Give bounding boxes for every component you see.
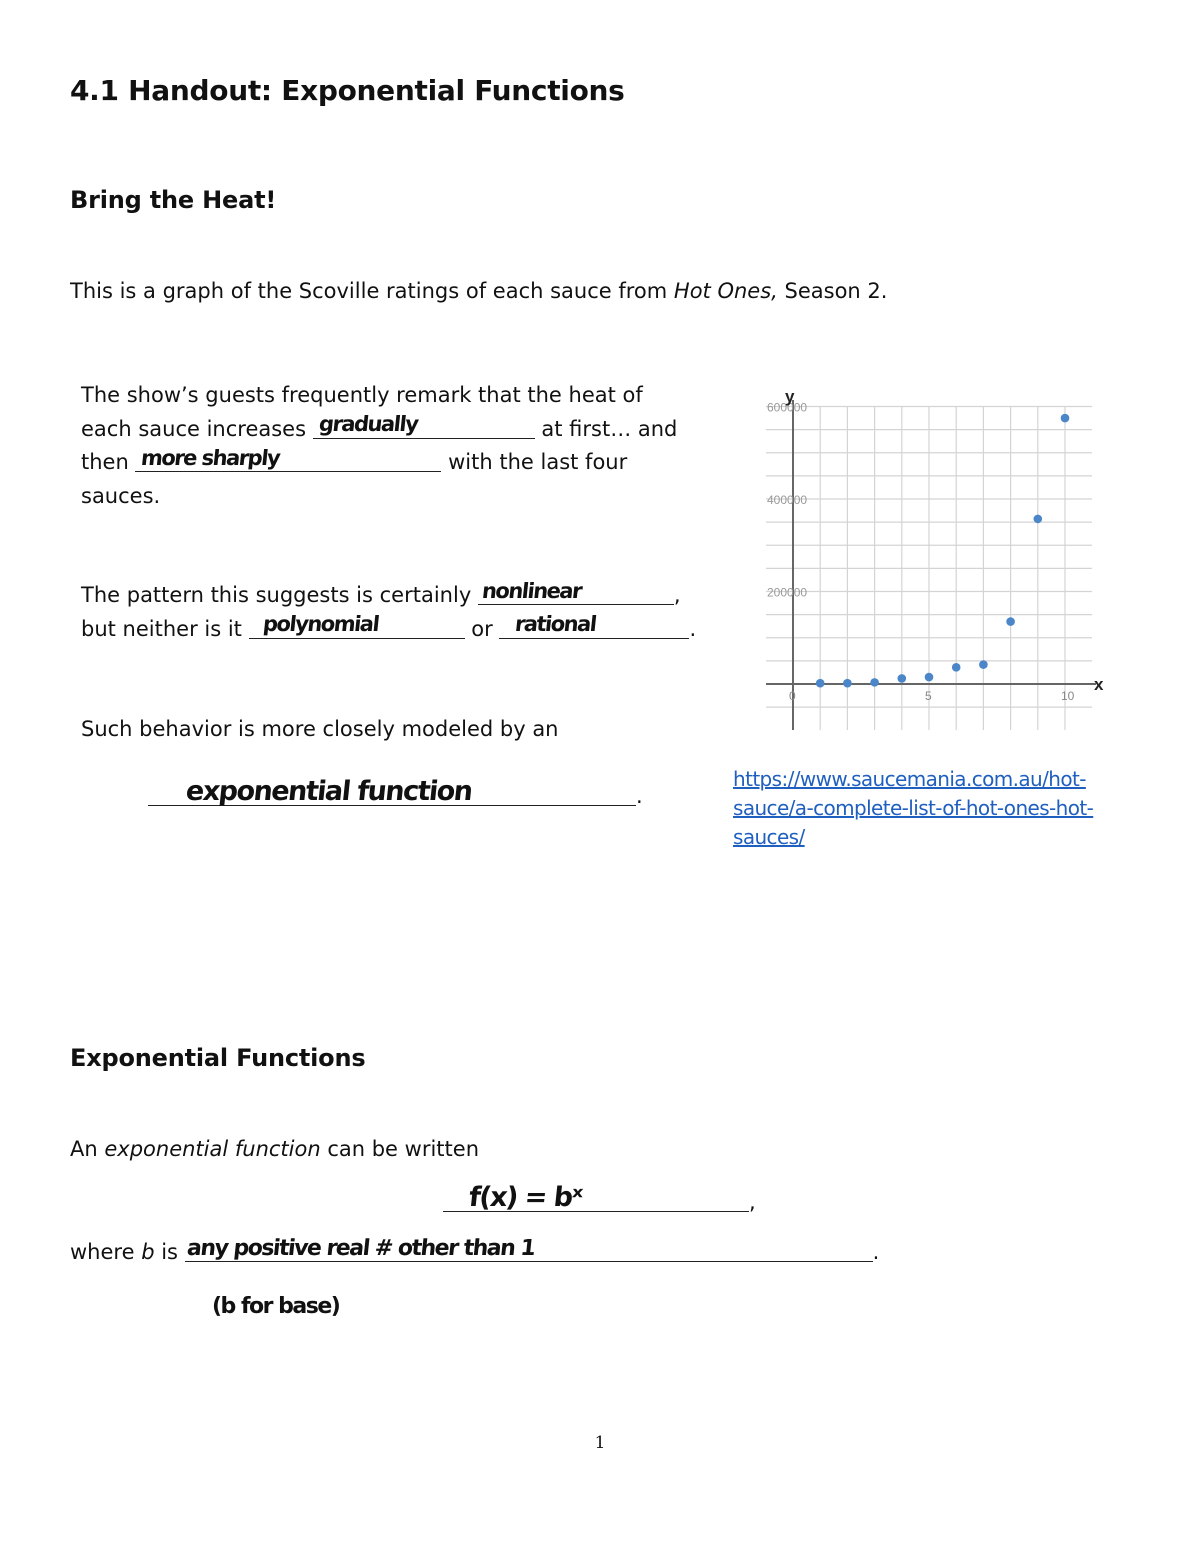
page-number: 1 — [594, 1433, 606, 1453]
handwritten-where-b: any positive real # other than 1 — [185, 1235, 536, 1261]
blank-nonlinear[interactable] — [478, 580, 674, 605]
pattern-line-2-end: . — [689, 616, 697, 641]
heat-line-3 — [81, 446, 721, 480]
blank-polynomial[interactable] — [249, 614, 465, 639]
handwritten-gradually: gradually — [317, 412, 419, 436]
source-link-line-2[interactable]: sauce/a-complete-list-of-hot-ones-hot- — [733, 796, 1094, 820]
data-point — [952, 663, 961, 672]
definition-intro — [70, 1133, 479, 1167]
formula-end: , — [749, 1190, 756, 1214]
y-tick-label: 600000 — [767, 400, 808, 415]
source-link-line-1[interactable]: https://www.saucemania.com.au/hot- — [733, 767, 1086, 791]
model-answer-line — [148, 775, 643, 814]
data-point — [925, 673, 934, 682]
where-is: is — [154, 1240, 185, 1264]
show-name: Hot Ones, — [673, 279, 778, 303]
blank-more-sharply[interactable] — [135, 447, 441, 472]
heat-line-3-end: with the last four — [441, 450, 628, 474]
pattern-line-2-text: but neither is it — [81, 616, 249, 641]
source-link[interactable] — [733, 765, 1173, 852]
data-point — [979, 660, 988, 669]
data-point — [816, 679, 825, 688]
definition-intro-text: An — [70, 1137, 105, 1161]
blank-formula[interactable] — [443, 1181, 749, 1212]
data-point — [898, 674, 907, 683]
handwritten-nonlinear: nonlinear — [480, 578, 583, 603]
handwritten-exponential-function: exponential function — [184, 775, 474, 807]
data-point — [1006, 617, 1015, 626]
x-axis-label: x — [1094, 675, 1104, 694]
scoville-scatter-chart — [760, 388, 1110, 740]
model-answer-end: . — [636, 784, 643, 808]
data-point — [843, 679, 852, 688]
term-exponential-function: exponential function — [104, 1137, 321, 1161]
variable-b: b — [141, 1240, 155, 1264]
intro-sentence — [70, 275, 887, 309]
blank-gradually[interactable] — [313, 414, 535, 439]
y-tick-label: 200000 — [767, 585, 808, 600]
y-axis-label: y — [785, 388, 795, 406]
pattern-line-1-text: The pattern this suggests is certainly — [81, 583, 478, 607]
chart-tick-labels — [767, 401, 1075, 704]
handwritten-note — [212, 1294, 339, 1319]
intro-text: This is a graph of the Scoville ratings of each sauce from — [70, 279, 674, 303]
where-text: where — [70, 1240, 142, 1264]
source-link-line-3[interactable]: sauces/ — [733, 825, 805, 849]
handwritten-note-text: (b for base) — [212, 1294, 340, 1319]
where-line — [70, 1236, 879, 1270]
handwritten-rational: rational — [514, 612, 598, 636]
pattern-line-1 — [81, 579, 741, 613]
x-tick-label: 0 — [789, 689, 796, 703]
x-tick-label: 5 — [925, 689, 932, 703]
definition-intro-end: can be written — [320, 1137, 479, 1161]
handwritten-polynomial: polynomial — [261, 612, 380, 636]
handwritten-formula: f(x) = bˣ — [467, 1181, 583, 1213]
heat-paragraph — [81, 379, 721, 513]
data-point — [870, 678, 879, 687]
pattern-line-2-or: or — [464, 616, 500, 641]
x-tick-label: 10 — [1061, 689, 1075, 703]
heat-line-2-text: each sauce increases — [81, 416, 313, 441]
heat-line-1: The show’s guests frequently remark that the heat of — [81, 383, 643, 407]
blank-where-b[interactable] — [185, 1237, 873, 1262]
heat-line-3-text: then — [81, 450, 136, 474]
data-point — [1034, 515, 1043, 524]
y-tick-label: 400000 — [767, 493, 808, 507]
section-heading-bring-the-heat: Bring the Heat! — [70, 186, 277, 214]
page-title: 4.1 Handout: Exponential Functions — [70, 74, 625, 107]
chart-grid — [766, 406, 1092, 730]
heat-line-4: sauces. — [81, 483, 161, 508]
intro-season: Season 2. — [777, 279, 888, 303]
blank-rational[interactable] — [499, 614, 689, 639]
where-end: . — [872, 1240, 880, 1264]
formula-line — [443, 1181, 756, 1220]
blank-exponential-function[interactable] — [148, 775, 636, 806]
section-heading-exponential-functions: Exponential Functions — [70, 1044, 366, 1072]
pattern-line-1-end: , — [673, 583, 681, 607]
heat-line-2 — [81, 413, 721, 447]
data-point — [1061, 414, 1070, 423]
heat-line-2-end: at first… and — [534, 416, 678, 441]
pattern-paragraph — [81, 579, 741, 646]
handwritten-more-sharply: more sharply — [140, 445, 281, 470]
pattern-line-2 — [81, 613, 741, 647]
modeled-by-line: Such behavior is more closely modeled by an — [81, 717, 559, 741]
chart-points — [816, 414, 1069, 688]
